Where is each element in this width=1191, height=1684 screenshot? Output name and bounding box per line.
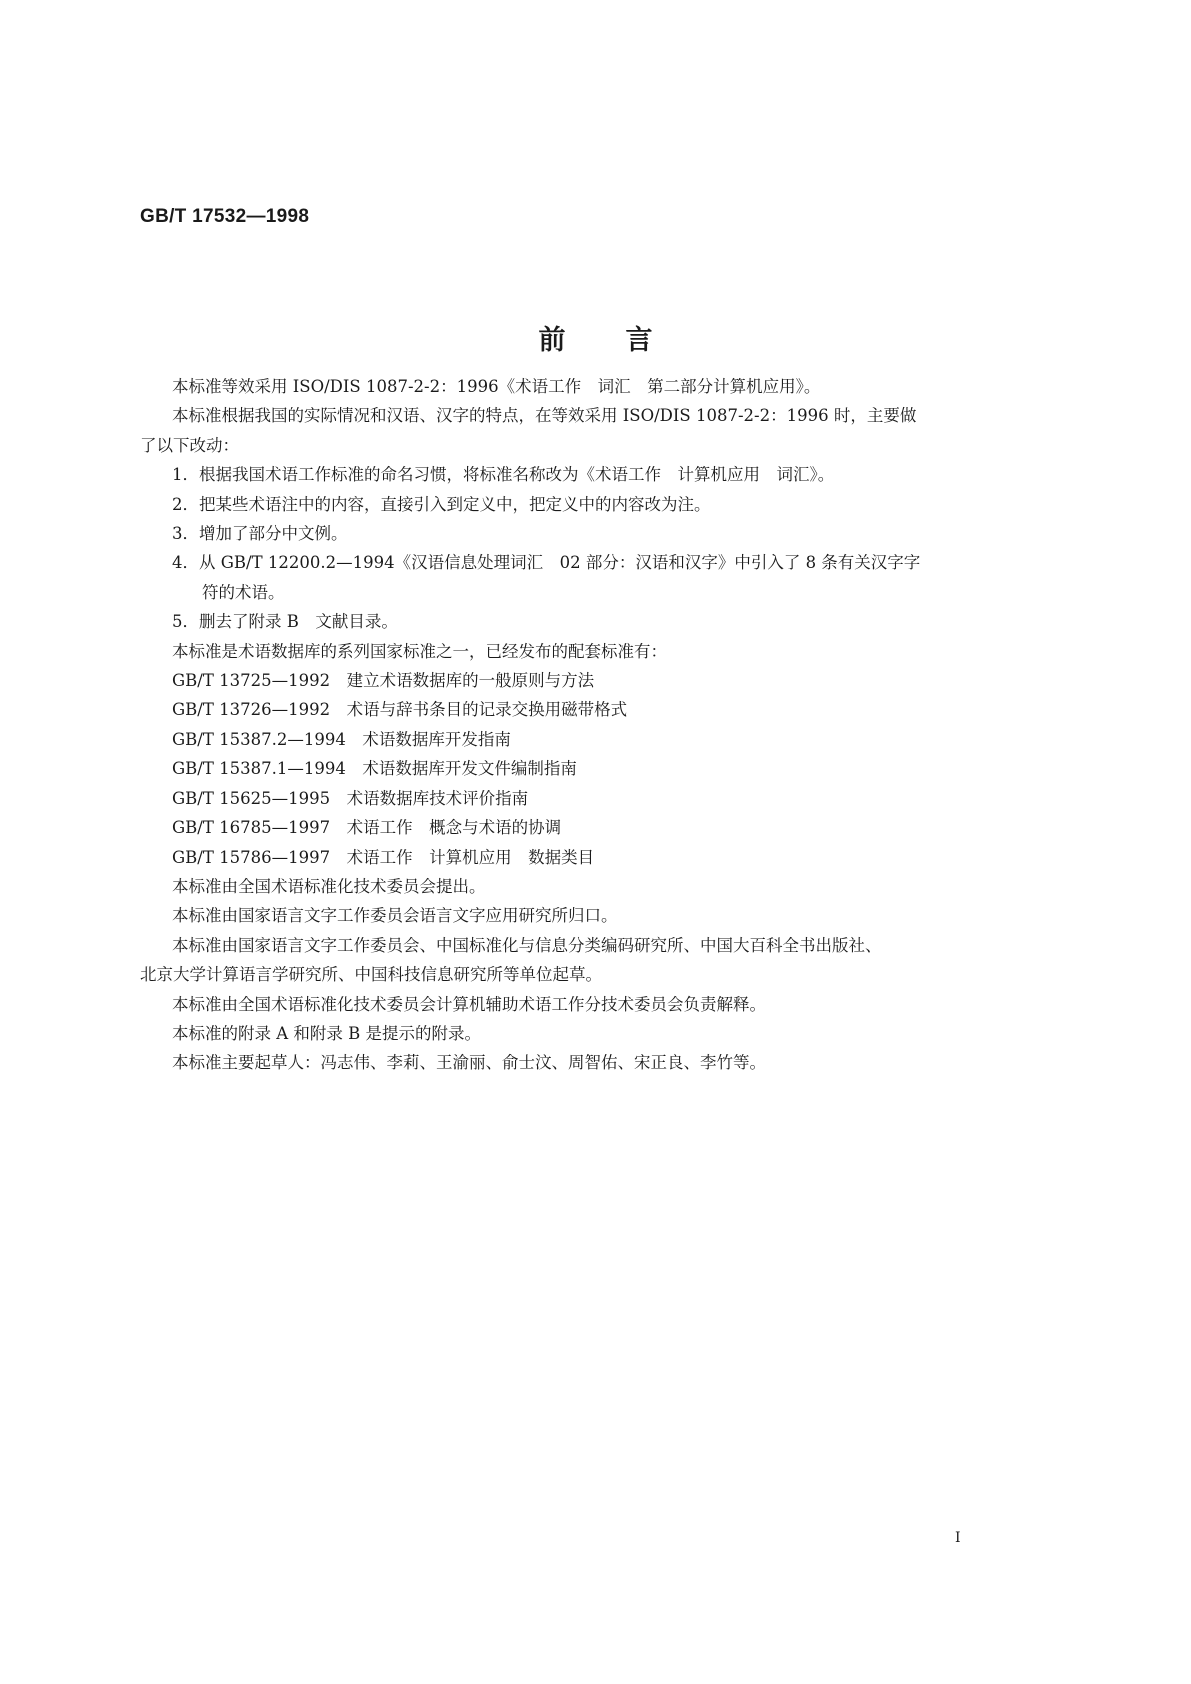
text-line: GB/T 13725—1992 建立术语数据库的一般原则与方法 (172, 671, 595, 691)
text-line: 2．把某些术语注中的内容，直接引入到定义中，把定义中的内容改为注。 (172, 494, 711, 514)
text-line: 5．删去了附录 B 文献目录。 (172, 612, 398, 632)
text-line: 了以下改动： (140, 435, 239, 455)
text-line: 本标准是术语数据库的系列国家标准之一，已经发布的配套标准有： (172, 641, 667, 661)
standard-number-header: GB/T 17532—1998 (140, 206, 310, 227)
text-line: 4．从 GB/T 12200.2—1994《汉语信息处理词汇 02 部分：汉语和汉字》中引入了 8 条有关汉字字 (172, 553, 921, 573)
text-line: 本标准的附录 A 和附录 B 是提示的附录。 (172, 1023, 482, 1043)
text-line: 3．增加了部分中文例。 (172, 524, 348, 544)
text-line: GB/T 15786—1997 术语工作 计算机应用 数据类目 (172, 847, 595, 867)
text-line: 本标准由全国术语标准化技术委员会计算机辅助术语工作分技术委员会负责解释。 (172, 994, 766, 1014)
text-line: GB/T 13726—1992 术语与辞书条目的记录交换用磁带格式 (172, 700, 628, 720)
text-line: 1．根据我国术语工作标准的命名习惯，将标准名称改为《术语工作 计算机应用 词汇》。 (172, 465, 835, 485)
text-line: GB/T 15625—1995 术语数据库技术评价指南 (172, 788, 529, 808)
page-number: I (955, 1530, 961, 1546)
text-line: 本标准主要起草人：冯志伟、李莉、王渝丽、俞士汶、周智佑、宋正良、李竹等。 (172, 1053, 766, 1073)
text-line: 北京大学计算语言学研究所、中国科技信息研究所等单位起草。 (140, 965, 602, 985)
page-title: 前言 (538, 325, 713, 356)
text-line: 本标准根据我国的实际情况和汉语、汉字的特点，在等效采用 ISO/DIS 1087-2-2：1996 时，主要做 (172, 406, 917, 426)
text-line: 符的术语。 (202, 582, 285, 602)
text-line: GB/T 15387.1—1994 术语数据库开发文件编制指南 (172, 759, 577, 779)
text-line: 本标准由国家语言文字工作委员会语言文字应用研究所归口。 (172, 906, 618, 926)
text-line: GB/T 16785—1997 术语工作 概念与术语的协调 (172, 818, 562, 838)
text-line: 本标准等效采用 ISO/DIS 1087-2-2：1996《术语工作 词汇 第二部分计算机应用》。 (172, 377, 821, 396)
text-line: GB/T 15387.2—1994 术语数据库开发指南 (172, 729, 511, 749)
text-line: 本标准由国家语言文字工作委员会、中国标准化与信息分类编码研究所、中国大百科全书出版社、 (172, 935, 882, 955)
document-body (140, 372, 990, 1078)
text-line: 本标准由全国术语标准化技术委员会提出。 (172, 876, 486, 896)
